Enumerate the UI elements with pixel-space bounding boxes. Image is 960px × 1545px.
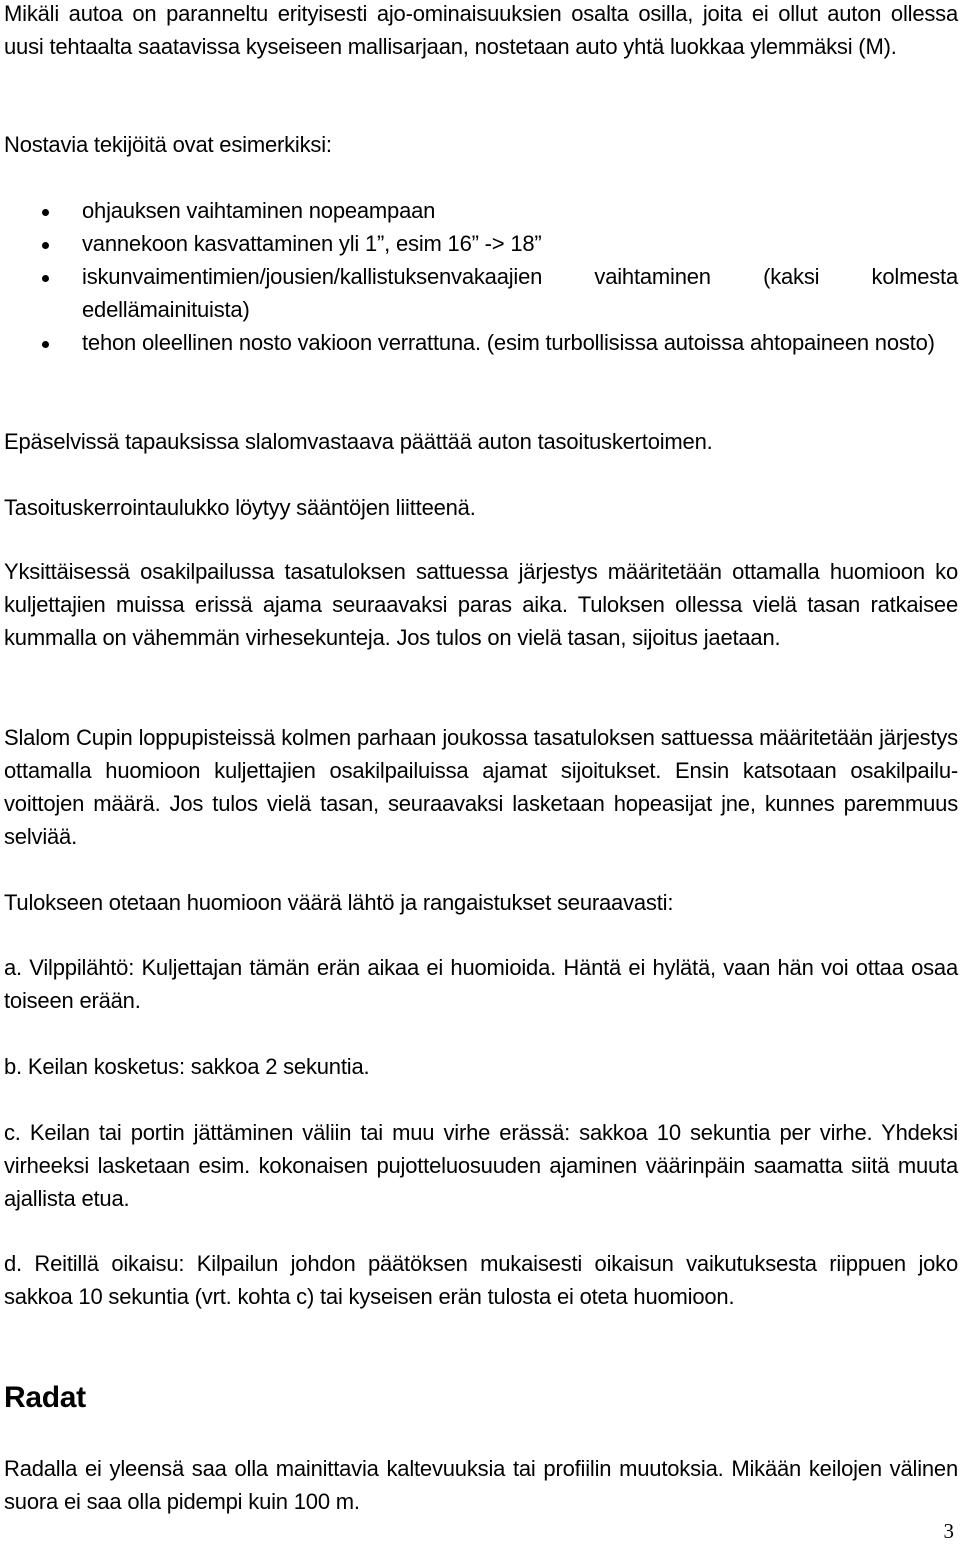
list-item-text: vannekoon kasvattaminen yli 1”, esim 16” -> 18” [82, 231, 542, 256]
paragraph-penalty-cone-touch: b. Keilan kosketus: sakkoa 2 sekuntia. [4, 1054, 370, 1079]
paragraph-handicap-table: Tasoituskerrointaulukko löytyy sääntöjen liitteenä. [4, 495, 476, 520]
list-item-text: iskunvaimentimien/jousien/kallistuksenvakaajien vaihtaminen (kaksi kolmesta edellämainituista) [82, 264, 958, 322]
paragraph-penalty-missed-gate: c. Keilan tai portin jättäminen väliin tai muu virhe erässä: sakkoa 10 sekuntia per virhe. Yhdeksi virheeksi lasketaan esim. kokonaisen pujotteluosuuden ajaminen väärinpäin saamatta siitä muuta ajallista etua. [4, 1120, 958, 1211]
list-item [0, 227, 958, 260]
paragraph-unclear-cases: Epäselvissä tapauksissa slalomvastaava päättää auton tasoituskertoimen. [4, 429, 713, 454]
paragraph-tracks: Radalla ei yleensä saa olla mainittavia kaltevuuksia tai profiilin muutoksia. Mikään keilojen välinen suora ei saa olla pidempi kuin 100 m. [4, 1456, 958, 1514]
list-item [0, 260, 958, 326]
factors-list [0, 194, 958, 359]
paragraph-penalties-intro: Tulokseen otetaan huomioon väärä lähtö ja rangaistukset seuraavasti: [4, 890, 674, 915]
list-item-text: ohjauksen vaihtaminen nopeampaan [82, 198, 436, 223]
paragraph-factors-intro: Nostavia tekijöitä ovat esimerkiksi: [4, 132, 332, 157]
paragraph-tie-cup: Slalom Cupin loppupisteissä kolmen parhaan joukossa tasatuloksen sattuessa määritetään järjestys ottamalla huomioon kuljettajien osakilpailuissa ajamat sijoitukset. Ensin katsotaan osakilpailu-voittojen määrä. Jos tulos vielä tasan, seuraavaksi lasketaan hopeasijat jne, kunnes paremmuus selviää. [4, 725, 958, 849]
paragraph-penalty-false-start: a. Vilppilähtö: Kuljettajan tämän erän aikaa ei huomioida. Häntä ei hylätä, vaan hän voi ottaa osaa toiseen erään. [4, 955, 958, 1013]
list-item [0, 326, 958, 359]
list-item-text: tehon oleellinen nosto vakioon verrattuna. (esim turbollisissa autoissa ahtopaineen nosto) [82, 330, 935, 355]
paragraph-class-upgrade: Mikäli autoa on paranneltu erityisesti ajo-ominaisuuksien osalta osilla, joita ei ollut auton ollessa uusi tehtaalta saatavissa kyseiseen mallisarjaan, nostetaan auto yhtä luokkaa ylemmäksi (M). [4, 1, 958, 59]
section-heading-tracks: Radat [4, 1381, 86, 1414]
paragraph-tie-single-event: Yksittäisessä osakilpailussa tasatuloksen sattuessa järjestys määritetään ottamalla huomioon ko kuljettajien muissa erissä ajama seuraavaksi paras aika. Tuloksen ollessa vielä tasan ratkaisee kummalla on vähemmän virhesekunteja. Jos tulos on vielä tasan, sijoitus jaetaan. [4, 559, 958, 650]
list-item [0, 194, 958, 227]
paragraph-penalty-shortcut: d. Reitillä oikaisu: Kilpailun johdon päätöksen mukaisesti oikaisun vaikutuksesta riippuen joko sakkoa 10 sekuntia (vrt. kohta c) tai kyseisen erän tulosta ei oteta huomioon. [4, 1251, 958, 1309]
page-number: 3 [943, 1519, 954, 1543]
